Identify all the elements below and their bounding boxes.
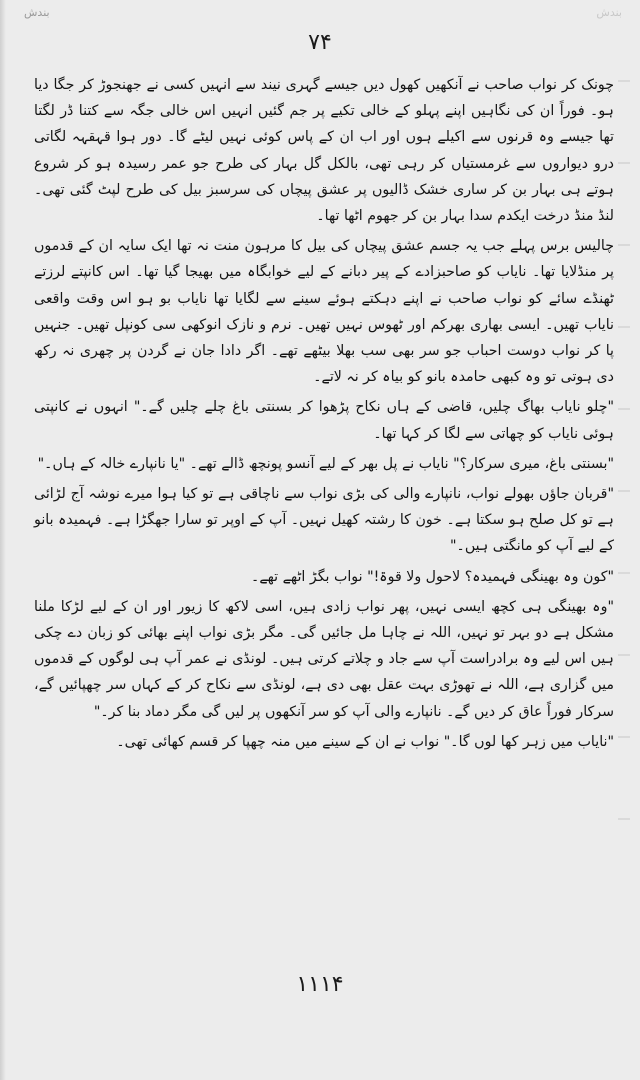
page-number: ۷۴ (308, 30, 332, 55)
paragraph-6: "کون وہ بھینگی فہمیدہ؟ لاحول ولا قوۃ!" نواب بگڑ اٹھے تھے۔ (251, 568, 614, 585)
running-head-bleed: بندش (596, 6, 622, 19)
show-through-marks (618, 80, 638, 980)
page-binding-shadow (0, 0, 6, 1080)
paragraph-4: "بسنتی باغ، میری سرکار؟" نایاب نے پل بھر کے لیے آنسو پونچھ ڈالے تھے۔ "یا نانپارے خالہ کے ہاں۔" (37, 455, 614, 472)
footer-number: ۱۱۱۴ (296, 972, 344, 997)
running-head: بندش (24, 6, 50, 19)
paragraph-7: "وہ بھینگی ہی کچھ ایسی نہیں، پھر نواب زادی ہیں، اسی لاکھ کا زیور اور ان کے لیے لڑکا ملنا مشکل ہے دو بہر تو نہیں، اللہ نے چاہا مل جائیں گی۔ مگر بڑی نواب اپنے بھائی کو زبان دے چکی ہیں اس لیے وہ برادراست آپ سے جاد و چلاتے کرتی ہیں۔ لونڈی نے عمر آپ ہی لوگوں کے قدموں میں گزاری ہے، اللہ نے تھوڑی بہت عقل بھی دی ہے، لونڈی سے نکاح کر کے کہاں سر چھپائیں گے، سرکار فوراً عاق کر دیں گے۔ نانپارے والی آپ کو سر آنکھوں پر لیں گی مگر دماد بنا کر۔" (34, 598, 614, 720)
paragraph-5: "قربان جاؤں بھولے نواب، نانپارے والی کی بڑی نواب سے ناچاقی ہے تو کیا ہوا میرے نوشہ آج لڑائی ہے تو کل صلح ہو سکتا ہے۔ خون کا رشتہ کھیل نہیں۔ آپ کے اوپر تو سارا جھگڑا ہے۔ فہمیدہ بانو کے لیے آپ کو مانگتی ہیں۔" (34, 486, 614, 555)
paragraph-1: چونک کر نواب صاحب نے آنکھیں کھول دیں جیسے گہری نیند سے انہیں کسی نے جھنجوڑ کر جگا دیا ہو۔ فوراً ان کی نگاہیں اپنے پہلو کے خالی تکیے پر جم گئیں انہیں اس خالی جگہ سے کتنا ڈر لگتا تھا جیسے وہ قرنوں سے اکیلے ہوں اور اب ان کے پاس کوئی نہیں لیٹے گا۔ دور ہوا قہقہہ لگاتی درو دیواروں سے غرمستیاں کر رہی تھی، بالکل گل بہار کی طرح جو عمر رسیدہ ہو کر شروع ہوتے ہی بہار بن کر ساری خشک ڈالیوں پر عشق پیچاں کی سرسبز بیل کی طرح لپٹ گئی تھی۔ لنڈ منڈ درخت ایکدم سدا بہار بن کر جھوم اٹھا تھا۔ (34, 77, 614, 225)
page-header (0, 0, 640, 60)
paragraph-8: "نایاب میں زہر کھا لوں گا۔" نواب نے ان کے سینے میں منہ چھپا کر قسم کھائی تھی۔ (116, 733, 614, 750)
body-text (34, 72, 614, 755)
paragraph-3: "چلو نایاب بھاگ چلیں، قاضی کے ہاں نکاح پڑھوا کر بسنتی باغ چلے چلیں گے۔" انہوں نے کانپتی ہوئی نایاب کو چھاتی سے لگا کر کہا تھا۔ (34, 399, 614, 442)
paragraph-2: چالیس برس پہلے جب یہ جسم عشق پیچاں کی بیل کا مرہون منت نہ تھا ایک سایہ ان کے قدموں پر منڈلایا تھا۔ نایاب کو صاحبزادے کے پیر دبانے کے لیے خوابگاہ میں بھیجا گیا تھا۔ اس کانپتے لرزتے ٹھنڈے سائے کو نواب صاحب نے اپنے دہکتے ہوئے سینے سے لگایا تھا نایاب بو ہو اس وقت واقعی نایاب تھیں۔ ایسی بھاری بھرکم اور ٹھوس نہیں تھیں۔ نرم و نازک انوکھی سی کونپل تھیں۔ جنہیں پا کر نواب دوست احباب جو سر بھی سب بھلا بیٹھے تھے۔ اگر دادا جان نے گردن پر چھری نہ رکھ دی ہوتی تو وہ کبھی حامدہ بانو کو بیاہ کر نہ لاتے۔ (34, 238, 614, 386)
